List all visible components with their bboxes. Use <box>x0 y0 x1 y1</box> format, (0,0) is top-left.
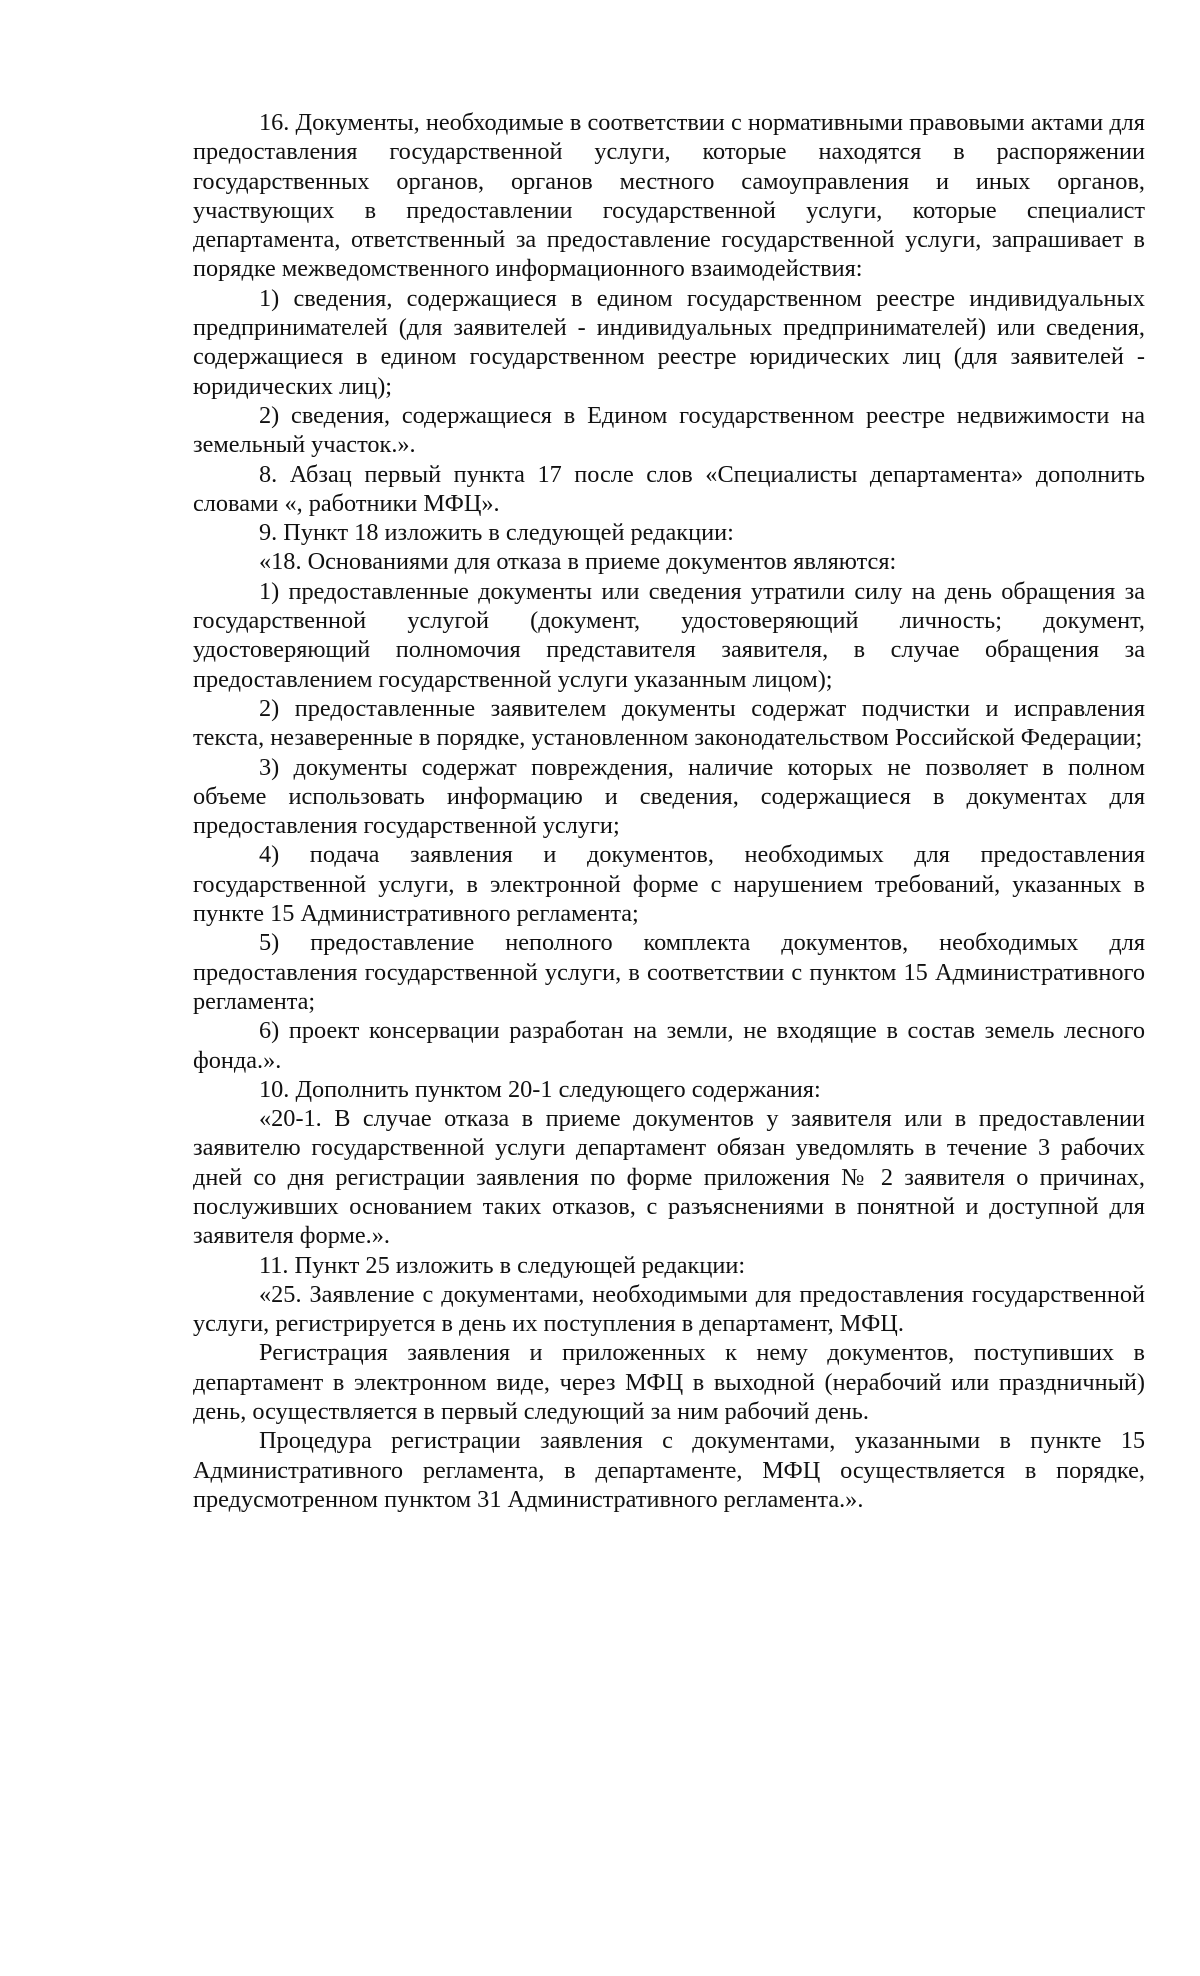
paragraph-20-1: «20-1. В случае отказа в приеме документов у заявителя или в предоставлении заявителю государственной услуги департамент обязан уведомлять в течение 3 рабочих дней со дня регистрации заявления по форме приложения № 2 заявителя о причинах, послуживших основанием таких отказов, с разъяснениями в понятной и доступной для заявителя форме.». <box>193 1105 1145 1250</box>
paragraph-8: 8. Абзац первый пункта 17 после слов «Специалисты департамента» дополнить словами «, работники МФЦ». <box>193 460 1145 517</box>
paragraph-25-procedure: Процедура регистрации заявления с документами, указанными в пункте 15 Административного регламента, в департаменте, МФЦ осуществляется в порядке, предусмотренном пунктом 31 Административного регламента.». <box>193 1427 1145 1513</box>
paragraph-16-item-1: 1) сведения, содержащиеся в едином государственном реестре индивидуальных предпринимателей (для заявителей - индивидуальных предпринимателей) или сведения, содержащиеся в едином государственном реестре юридических лиц (для заявителей - юридических лиц); <box>193 284 1145 400</box>
paragraph-18-item-1: 1) предоставленные документы или сведения утратили силу на день обращения за государственной услугой (документ, удостоверяющий личность; документ, удостоверяющий полномочия представителя заявителя, в случае обращения за предоставлением государственной услуги указанным лицом); <box>193 577 1145 693</box>
paragraph-18-item-6: 6) проект консервации разработан на земли, не входящие в состав земель лесного фонда.». <box>193 1017 1145 1074</box>
paragraph-16-item-2: 2) сведения, содержащиеся в Едином государственном реестре недвижимости на земельный участок.». <box>193 401 1145 459</box>
paragraph-25: «25. Заявление с документами, необходимыми для предоставления государственной услуги, регистрируется в день их поступления в департамент, МФЦ. <box>193 1280 1145 1338</box>
paragraph-16: 16. Документы, необходимые в соответствии с нормативными правовыми актами для предоставления государственной услуги, которые находятся в распоряжении государственных органов, органов местного самоуправления и иных органов, участвующих в предоставлении государственной услуги, которые специалист департамента, ответственный за предоставление государственной услуги, запрашивает в порядке межведомственного информационного взаимодействия: <box>193 109 1145 283</box>
paragraph-25-registration: Регистрация заявления и приложенных к нему документов, поступивших в департамент в электронном виде, через МФЦ в выходной (нерабочий или праздничный) день, осуществляется в первый следующий за ним рабочий день. <box>193 1339 1145 1426</box>
paragraph-10: 10. Дополнить пунктом 20-1 следующего содержания: <box>259 1075 821 1103</box>
paragraph-18-item-2: 2) предоставленные заявителем документы содержат подчистки и исправления текста, незаверенные в порядке, установленном законодательством Российской Федерации; <box>193 694 1145 752</box>
paragraph-18-intro: «18. Основаниями для отказа в приеме документов являются: <box>259 548 897 576</box>
paragraph-18-item-3: 3) документы содержат повреждения, наличие которых не позволяет в полном объеме использовать информацию и сведения, содержащиеся в документах для предоставления государственной услуги; <box>193 753 1145 840</box>
paragraph-18-item-5: 5) предоставление неполного комплекта документов, необходимых для предоставления государственной услуги, в соответствии с пунктом 15 Административного регламента; <box>193 929 1145 1015</box>
paragraph-18-item-4: 4) подача заявления и документов, необходимых для предоставления государственной услуги, в электронной форме с нарушением требований, указанных в пункте 15 Административного регламента; <box>193 841 1145 928</box>
paragraph-11: 11. Пункт 25 изложить в следующей редакции: <box>259 1251 746 1279</box>
paragraph-9: 9. Пункт 18 изложить в следующей редакции: <box>259 519 734 547</box>
document-page <box>193 108 1145 1514</box>
